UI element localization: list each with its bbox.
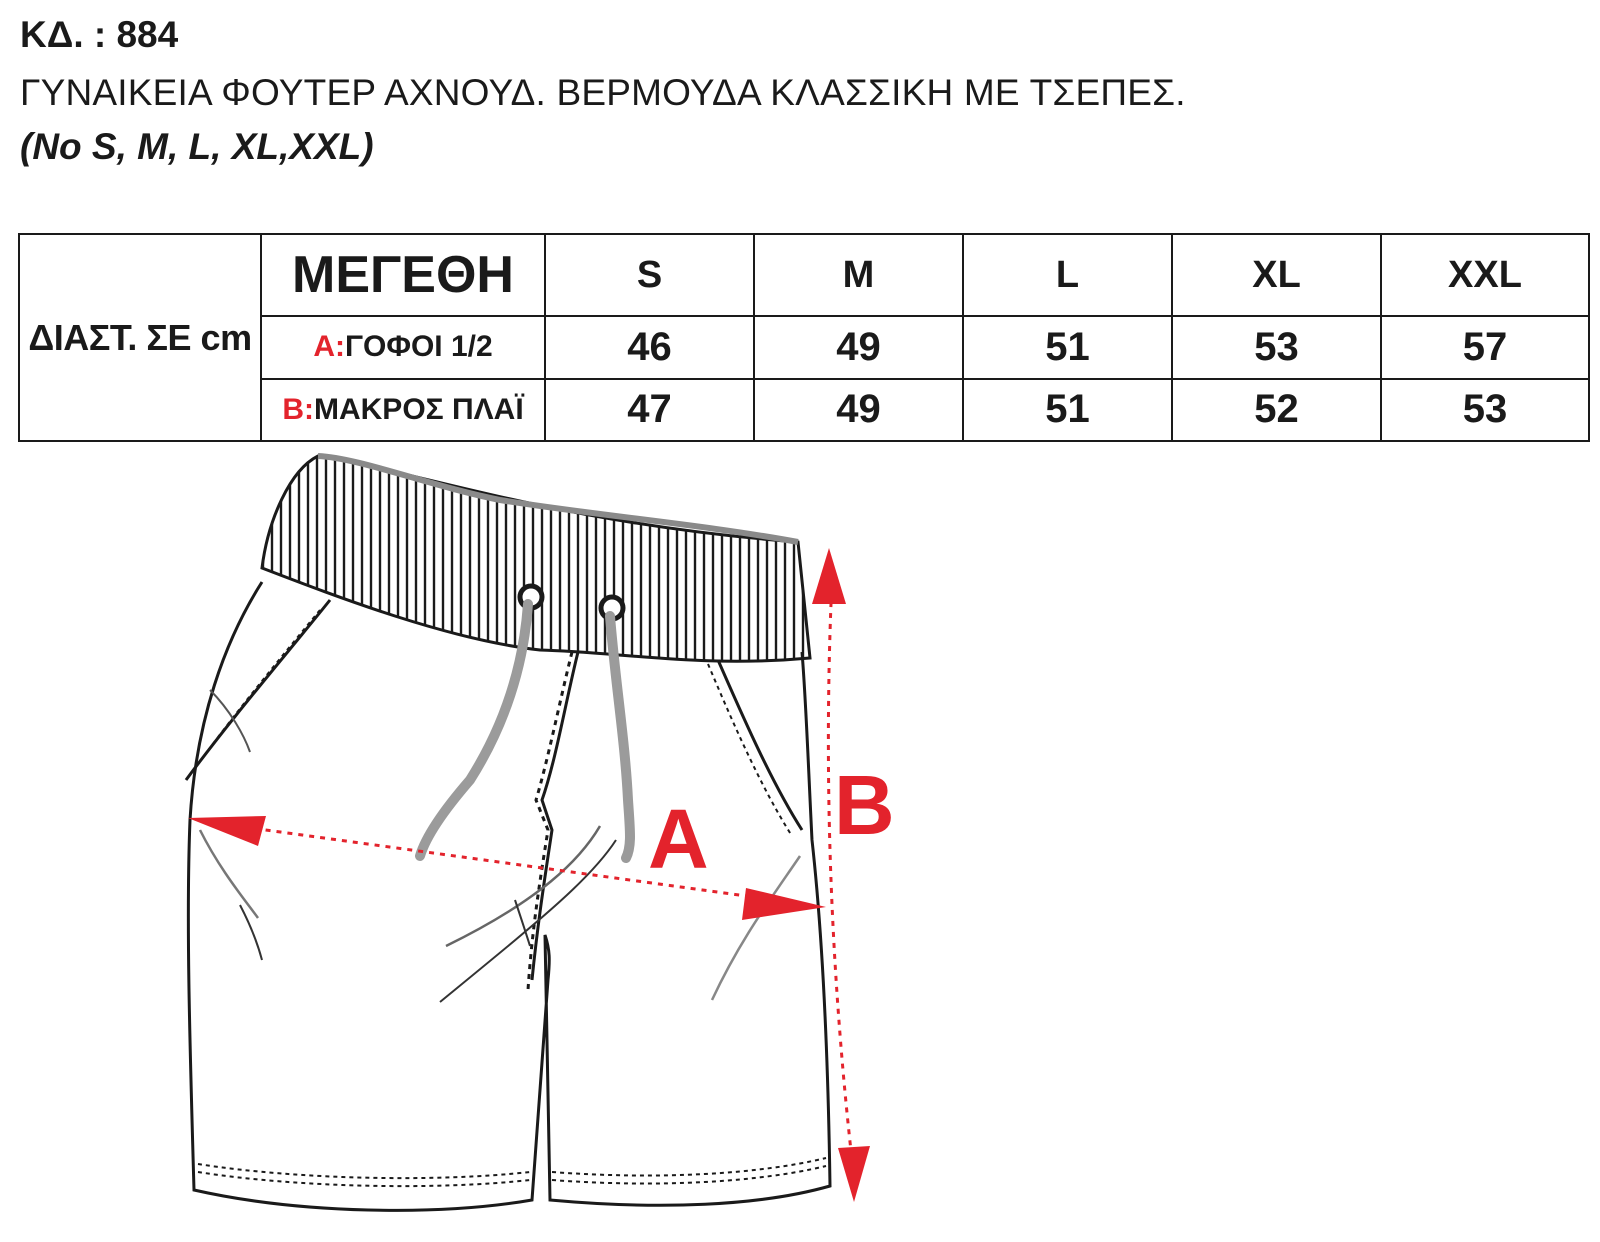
size-heading: ΜΕΓΕΘΗ [261, 234, 545, 316]
arrowhead-b-bottom [838, 1146, 870, 1202]
fold-line [712, 856, 800, 1000]
row-name-hips: ΓΟΦΟΙ 1/2 [344, 330, 493, 364]
cell-value: 49 [754, 316, 963, 378]
cell-value: 52 [1172, 379, 1381, 441]
hem-stitch-right [552, 1158, 826, 1176]
size-header-m: M [754, 234, 963, 316]
available-sizes-note: (No S, M, L, XL,XXL) [20, 126, 374, 167]
row-label-hips [261, 316, 545, 378]
size-header-xxl: XXL [1381, 234, 1589, 316]
size-header-xl: XL [1172, 234, 1381, 316]
cell-value: 51 [963, 379, 1172, 441]
arrowhead-a-right [742, 888, 826, 920]
cell-value: 46 [545, 316, 754, 378]
size-header-s: S [545, 234, 754, 316]
size-chart-table [18, 233, 1588, 442]
label-b: B [834, 758, 895, 852]
pocket-right-stitch [708, 664, 792, 836]
fold-line [200, 830, 258, 918]
cell-value: 53 [1172, 316, 1381, 378]
row-key-b: B: [282, 392, 314, 426]
hem-stitch-left [198, 1172, 530, 1186]
fly-edge [532, 652, 578, 980]
cell-value: 47 [545, 379, 754, 441]
pocket-right [718, 660, 802, 830]
label-a: A [648, 792, 709, 886]
measure-line-b [828, 580, 852, 1160]
row-key-a: A: [313, 330, 345, 364]
hem-stitch-left [198, 1164, 530, 1178]
product-code: ΚΔ. : 884 [20, 14, 179, 55]
row-name-side-length: ΜΑΚΡΟΣ ΠΛΑΪ [313, 392, 524, 426]
pocket-left [186, 600, 330, 780]
product-description: ΓΥΝΑΙΚΕΙΑ ΦΟΥΤΕΡ ΑΧΝΟΥΔ. ΒΕΡΜΟΥΔΑ ΚΛΑΣΣΙΚΗ ΜΕ ΤΣΕΠΕΣ. [20, 72, 1186, 113]
fold-line [240, 905, 262, 960]
waistband [262, 456, 810, 661]
cell-value: 53 [1381, 379, 1589, 441]
shorts-technical-drawing [0, 440, 1000, 1242]
row-label-side-length [261, 379, 545, 441]
arrowhead-b-top [812, 548, 846, 604]
cell-value: 57 [1381, 316, 1589, 378]
shorts-outline [188, 582, 830, 1210]
cell-value: 49 [754, 379, 963, 441]
cell-value: 51 [963, 316, 1172, 378]
table-row-sizes [19, 234, 1589, 316]
dimension-unit-label: ΔΙΑΣΤ. ΣΕ cm [19, 234, 261, 441]
size-header-l: L [963, 234, 1172, 316]
